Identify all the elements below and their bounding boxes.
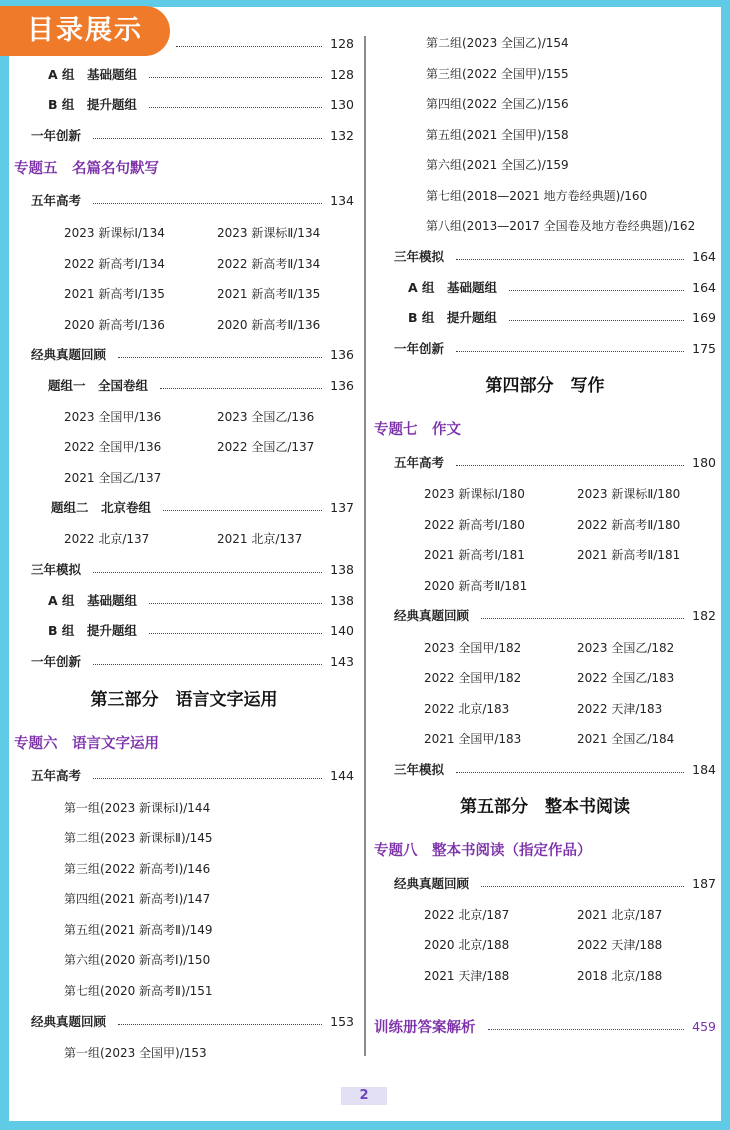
exam-entry[interactable]: 2022 北京/187	[424, 908, 510, 922]
exam-entry[interactable]: 2020 新高考Ⅱ/136	[217, 318, 321, 332]
exam-entry[interactable]: 2022 天津/183	[577, 702, 663, 716]
exam-entry[interactable]: 第五组(2021 全国甲)/158	[426, 128, 569, 142]
toc-row[interactable]: 经典真题回顾 182	[394, 607, 716, 623]
exam-entry[interactable]: 2022 全国乙/137	[217, 440, 315, 454]
exam-entry[interactable]: 第六组(2020 新高考Ⅰ)/150	[64, 953, 211, 967]
exam-entry[interactable]: 2021 新高考Ⅱ/135	[217, 287, 321, 301]
exam-entry[interactable]: 2020 新高考Ⅰ/136	[64, 318, 165, 332]
exam-entry[interactable]: 2022 天津/188	[577, 938, 663, 952]
exam-entry[interactable]: 第七组(2020 新高考Ⅱ)/151	[64, 984, 213, 998]
toc-row[interactable]: 五年高考 134	[31, 192, 354, 208]
part-heading: 第五部分 整本书阅读	[460, 797, 630, 817]
exam-entry[interactable]: 2023 全国乙/136	[217, 410, 315, 424]
exam-entry[interactable]: 2023 全国乙/182	[577, 641, 675, 655]
toc-row[interactable]: 128	[14, 32, 354, 54]
topic-heading[interactable]: 专题七 作文	[374, 421, 461, 438]
toc-row[interactable]: 经典真题回顾 153	[31, 1013, 354, 1029]
toc-row[interactable]: 题组一 全国卷组 136	[48, 377, 354, 393]
page-number: 2	[341, 1087, 387, 1105]
toc-row[interactable]: 三年模拟 164	[394, 248, 716, 264]
exam-entry[interactable]: 第三组(2022 全国甲)/155	[426, 67, 569, 81]
answers-row[interactable]: 训练册答案解析 459	[374, 1018, 716, 1036]
exam-entry[interactable]: 第二组(2023 新课标Ⅱ)/145	[64, 831, 213, 845]
exam-entry[interactable]: 第二组(2023 全国乙)/154	[426, 36, 569, 50]
exam-entry[interactable]: 2022 新高考Ⅰ/134	[64, 257, 165, 271]
exam-entry[interactable]: 2022 全国甲/136	[64, 440, 162, 454]
toc-row[interactable]: 题组二 北京卷组 137	[51, 499, 354, 515]
exam-entry[interactable]: 2023 新课标Ⅰ/180	[424, 487, 525, 501]
exam-entry[interactable]: 2021 全国乙/184	[577, 732, 675, 746]
exam-entry[interactable]: 第五组(2021 新高考Ⅱ)/149	[64, 923, 213, 937]
exam-entry[interactable]: 2022 新高考Ⅱ/134	[217, 257, 321, 271]
toc-row[interactable]: 一年创新 132	[31, 127, 354, 143]
toc-row[interactable]: 经典真题回顾 187	[394, 875, 716, 891]
toc-row[interactable]: A 组 基础题组 138	[48, 592, 354, 608]
exam-entry[interactable]: 第一组(2023 新课标Ⅰ)/144	[64, 801, 211, 815]
exam-entry[interactable]: 第六组(2021 全国乙)/159	[426, 158, 569, 172]
toc-row[interactable]: 一年创新 175	[394, 340, 716, 356]
exam-entry[interactable]: 2022 新高考Ⅰ/180	[424, 518, 525, 532]
exam-entry[interactable]: 2020 北京/188	[424, 938, 510, 952]
exam-entry[interactable]: 2020 新高考Ⅱ/181	[424, 579, 528, 593]
exam-entry[interactable]: 2021 新高考Ⅰ/135	[64, 287, 165, 301]
toc-row[interactable]: 五年高考 180	[394, 454, 716, 470]
toc-row[interactable]: 经典真题回顾 136	[31, 346, 354, 362]
exam-entry[interactable]: 2023 新课标Ⅰ/134	[64, 226, 165, 240]
exam-entry[interactable]: 2023 新课标Ⅱ/134	[217, 226, 321, 240]
column-divider	[364, 36, 366, 1056]
exam-entry[interactable]: 2021 新高考Ⅱ/181	[577, 548, 681, 562]
exam-entry[interactable]: 2021 北京/137	[217, 532, 303, 546]
exam-entry[interactable]: 2022 新高考Ⅱ/180	[577, 518, 681, 532]
exam-entry[interactable]: 第四组(2022 全国乙)/156	[426, 97, 569, 111]
exam-entry[interactable]: 第四组(2021 新高考Ⅰ)/147	[64, 892, 211, 906]
exam-entry[interactable]: 2022 北京/137	[64, 532, 150, 546]
exam-entry[interactable]: 2021 天津/188	[424, 969, 510, 983]
toc-row[interactable]: B 组 提升题组 140	[48, 622, 354, 638]
exam-entry[interactable]: 2018 北京/188	[577, 969, 663, 983]
exam-entry[interactable]: 2022 北京/183	[424, 702, 510, 716]
exam-entry[interactable]: 2021 全国乙/137	[64, 471, 162, 485]
toc-row[interactable]: B 组 提升题组 130	[48, 96, 354, 112]
exam-entry[interactable]: 第七组(2018—2021 地方卷经典题)/160	[426, 189, 648, 203]
exam-entry[interactable]: 2023 全国甲/136	[64, 410, 162, 424]
topic-heading[interactable]: 专题八 整本书阅读（指定作品）	[374, 842, 592, 859]
exam-entry[interactable]: 2023 新课标Ⅱ/180	[577, 487, 681, 501]
toc-row[interactable]: B 组 提升题组 169	[408, 309, 716, 325]
catalog-badge: 目录展示	[0, 6, 170, 56]
toc-row[interactable]: 五年高考 144	[31, 767, 354, 783]
toc-row[interactable]: A 组 基础题组 164	[408, 279, 716, 295]
exam-entry[interactable]: 第三组(2022 新高考Ⅰ)/146	[64, 862, 211, 876]
toc-row[interactable]: A 组 基础题组 128	[48, 66, 354, 82]
exam-entry[interactable]: 第一组(2023 全国甲)/153	[64, 1046, 207, 1060]
exam-entry[interactable]: 2021 全国甲/183	[424, 732, 522, 746]
toc-row[interactable]: 三年模拟 184	[394, 761, 716, 777]
part-heading: 第三部分 语言文字运用	[90, 690, 278, 710]
exam-entry[interactable]: 2023 全国甲/182	[424, 641, 522, 655]
part-heading: 第四部分 写作	[485, 376, 605, 396]
exam-entry[interactable]: 2022 全国乙/183	[577, 671, 675, 685]
exam-entry[interactable]: 2022 全国甲/182	[424, 671, 522, 685]
exam-entry[interactable]: 2021 北京/187	[577, 908, 663, 922]
exam-entry[interactable]: 2021 新高考Ⅰ/181	[424, 548, 525, 562]
exam-entry[interactable]: 第八组(2013—2017 全国卷及地方卷经典题)/162	[426, 219, 696, 233]
topic-heading[interactable]: 专题六 语言文字运用	[14, 735, 159, 752]
toc-row[interactable]: 三年模拟 138	[31, 561, 354, 577]
toc-row[interactable]: 一年创新 143	[31, 653, 354, 669]
topic-heading[interactable]: 专题五 名篇名句默写	[14, 160, 159, 177]
